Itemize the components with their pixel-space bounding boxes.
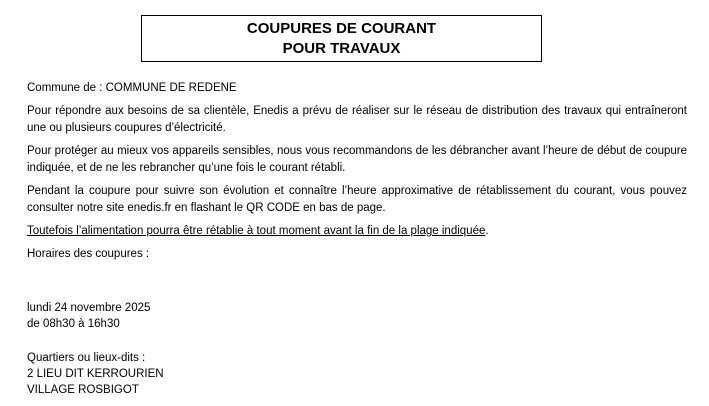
commune-line: Commune de : COMMUNE DE REDENE — [27, 82, 237, 94]
paragraph-warning — [27, 223, 687, 240]
notice-title-line1: COUPURES DE COURANT — [246, 20, 437, 37]
paragraph-follow: Pendant la coupure pour suivre son évolution et connaître l’heure approximative de rétablissement du courant, vous pouvez consulter notre site enedis.fr en flashant le QR CODE en bas de page. — [27, 185, 687, 214]
areas-label: Quartiers ou lieux-dits : — [27, 352, 146, 364]
notice-body — [27, 80, 687, 263]
paragraph-protect: Pour protéger au mieux vos appareils sensibles, nous vous recommandons de les débrancher avant l’heure de début de coupure indiquée, et de ne les rebrancher qu’une fois le courant rétabli. — [27, 145, 687, 174]
notice-title-line2: POUR TRAVAUX — [282, 40, 401, 57]
area-item: 2 LIEU DIT KERROURIEN — [27, 368, 164, 380]
areas-block — [27, 350, 164, 398]
schedule-date: lundi 24 novembre 2025 — [27, 302, 151, 314]
schedule-block — [27, 300, 150, 332]
horaires-label: Horaires des coupures : — [27, 248, 150, 260]
paragraph-intro: Pour répondre aux besoins de sa clientèle, Enedis a prévu de réaliser sur le réseau de distribution des travaux qui entraîneront une ou plusieurs coupures d’électricité. — [27, 105, 687, 134]
schedule-time: de 08h30 à 16h30 — [27, 318, 120, 330]
warning-text: Toutefois l’alimentation pourra être rétablie à tout moment avant la fin de la plage indiquée — [27, 225, 486, 237]
area-item: VILLAGE ROSBIGOT — [27, 384, 139, 396]
warning-suffix: . — [485, 225, 489, 237]
notice-title-box — [141, 15, 542, 62]
